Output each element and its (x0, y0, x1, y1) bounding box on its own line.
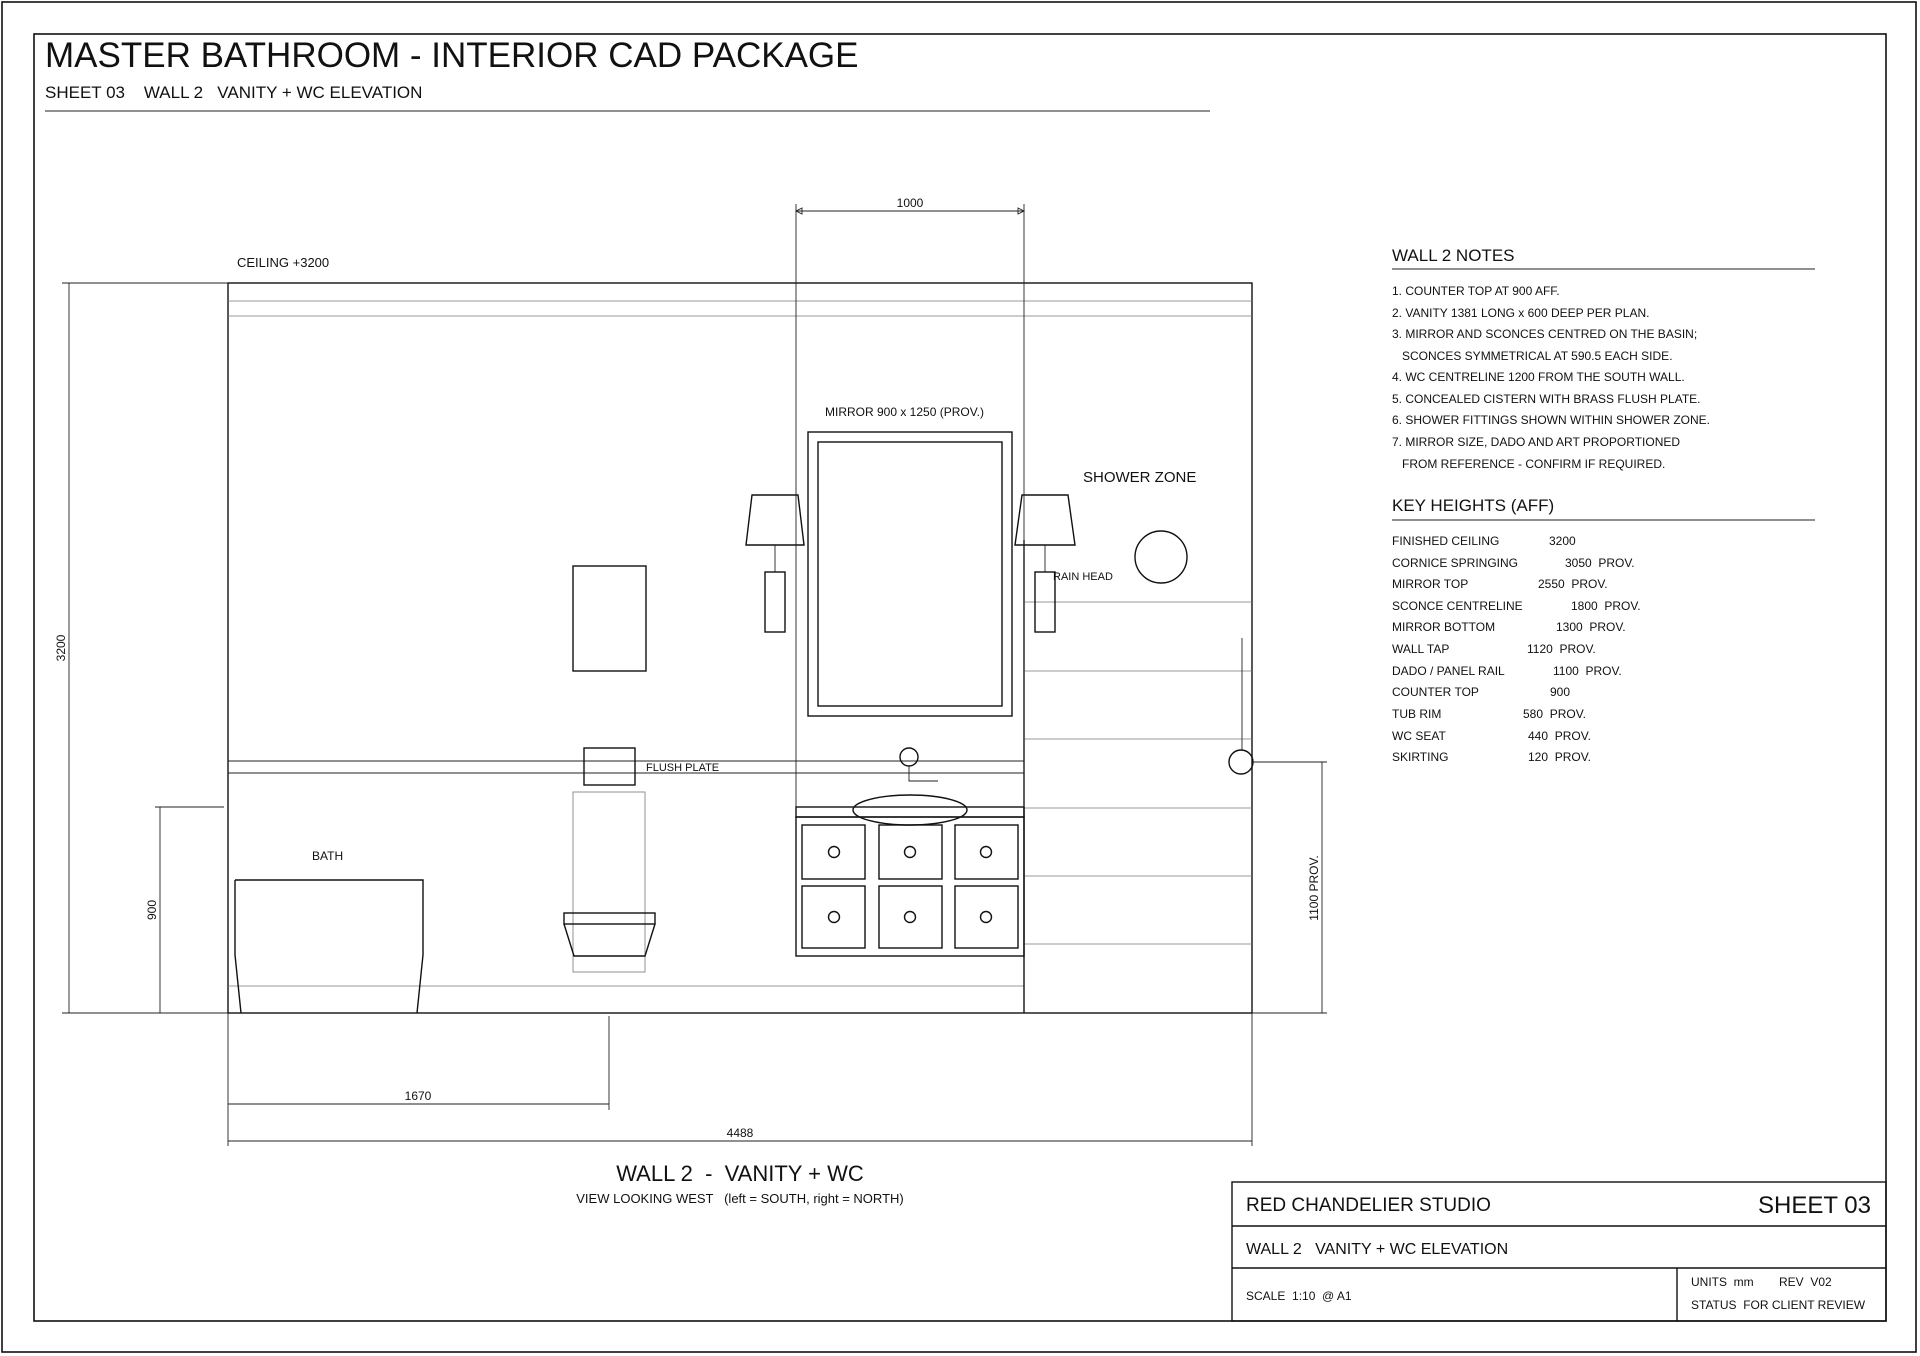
bath-label: BATH (312, 849, 344, 863)
drawer-knob-icon (981, 912, 992, 923)
key-height-label: MIRROR TOP (1392, 577, 1469, 591)
note-line: 4. WC CENTRELINE 1200 FROM THE SOUTH WALL. (1392, 370, 1685, 384)
status-text: STATUS FOR CLIENT REVIEW (1691, 1298, 1866, 1312)
note-line: 6. SHOWER FITTINGS SHOWN WITHIN SHOWER ZONE. (1392, 413, 1710, 427)
key-height-label: FINISHED CEILING (1392, 534, 1500, 548)
key-height-value: 900 (1550, 685, 1571, 699)
key-height-label: DADO / PANEL RAIL (1392, 664, 1505, 678)
vanity-counter (796, 807, 1024, 817)
rev-text: REV V02 (1779, 1275, 1832, 1289)
tap-icon (900, 748, 918, 766)
vanity-drawer (802, 825, 865, 879)
page-title: MASTER BATHROOM - INTERIOR CAD PACKAGE (45, 36, 859, 75)
dim-wc-offset-text: 1670 (404, 1089, 432, 1103)
note-line: 3. MIRROR AND SCONCES CENTRED ON THE BASIN; (1392, 327, 1698, 341)
flush-plate (584, 748, 635, 785)
dim-wall-height (54, 283, 228, 1013)
bathtub (235, 880, 423, 1013)
sconce-backplate (765, 572, 785, 632)
drawing-title: WALL 2 VANITY + WC ELEVATION (1246, 1241, 1509, 1258)
flush-plate-label: FLUSH PLATE (646, 762, 720, 774)
wc-bowl (564, 924, 655, 956)
bathtub-outline (235, 880, 423, 1013)
dim-counter-height-text: 900 (145, 899, 159, 921)
vanity-drawer (879, 886, 942, 948)
key-height-value: 1120 PROV. (1527, 642, 1596, 656)
wc-pan (564, 913, 655, 956)
notes-heading: WALL 2 NOTES (1392, 246, 1515, 265)
dim-wc-offset (228, 1013, 609, 1146)
vanity-unit (796, 748, 1024, 956)
title-block (1232, 1182, 1886, 1321)
key-height-label: COUNTER TOP (1392, 685, 1479, 699)
wall-outline (228, 283, 1252, 1013)
key-height-label: WC SEAT (1392, 729, 1446, 743)
outer-border (2, 2, 1916, 1352)
note-line: 1. COUNTER TOP AT 900 AFF. (1392, 284, 1560, 298)
dim-mirror-width-text: 1000 (896, 196, 924, 210)
mirror-frame (808, 432, 1012, 716)
drawer-knob-icon (905, 847, 916, 858)
vanity-drawer (879, 825, 942, 879)
key-height-value: 1100 PROV. (1553, 664, 1622, 678)
key-height-value: 120 PROV. (1528, 750, 1591, 764)
shower-valve-icon (1229, 750, 1253, 774)
key-height-label: SKIRTING (1392, 750, 1449, 764)
vanity-drawer (802, 886, 865, 948)
key-height-value: 2550 PROV. (1538, 577, 1608, 591)
studio-name: RED CHANDELIER STUDIO (1246, 1195, 1491, 1216)
key-height-value: 3050 PROV. (1565, 556, 1635, 570)
shower-zone-label: SHOWER ZONE (1083, 469, 1197, 486)
dim-wall-length-text: 4488 (726, 1126, 754, 1140)
key-height-label: WALL TAP (1392, 642, 1450, 656)
scale-text: SCALE 1:10 @ A1 (1246, 1289, 1352, 1303)
wall-notes (1392, 246, 1815, 471)
lamp-shade-icon (746, 495, 804, 545)
key-height-label: MIRROR BOTTOM (1392, 620, 1496, 634)
concealed-cistern (573, 792, 645, 972)
sconce-left (746, 495, 804, 632)
key-height-value: 580 PROV. (1523, 707, 1586, 721)
note-line: SCONCES SYMMETRICAL AT 590.5 EACH SIDE. (1392, 349, 1673, 363)
framed-art (573, 566, 646, 671)
units-text: UNITS mm (1691, 1275, 1754, 1289)
wc-seat (564, 913, 655, 924)
drawer-knob-icon (829, 912, 840, 923)
key-height-label: SCONCE CENTRELINE (1392, 599, 1523, 613)
key-heights-heading: KEY HEIGHTS (AFF) (1392, 496, 1555, 515)
page-subtitle: SHEET 03 WALL 2 VANITY + WC ELEVATION (45, 83, 423, 102)
vanity-drawer (955, 825, 1018, 879)
note-line: 7. MIRROR SIZE, DADO AND ART PROPORTIONED (1392, 435, 1681, 449)
rain-head-icon (1135, 531, 1187, 583)
elevation-caption-title: WALL 2 - VANITY + WC (616, 1161, 864, 1186)
key-height-label: TUB RIM (1392, 707, 1442, 721)
drawer-knob-icon (829, 847, 840, 858)
mirror-label: MIRROR 900 x 1250 (PROV.) (825, 405, 984, 419)
vanity-drawer (955, 886, 1018, 948)
note-line: FROM REFERENCE - CONFIRM IF REQUIRED. (1392, 457, 1666, 471)
dim-wall-length (228, 1013, 1252, 1146)
elevation-drawing (54, 196, 1327, 1206)
mirror-glass (818, 442, 1002, 706)
dim-shower-height-text: 1100 PROV. (1307, 855, 1321, 921)
key-height-value: 1800 PROV. (1571, 599, 1641, 613)
key-heights-table (1392, 496, 1815, 764)
tap-spout (909, 766, 938, 781)
key-height-label: CORNICE SPRINGING (1392, 556, 1519, 570)
key-height-value: 1300 PROV. (1556, 620, 1626, 634)
ceiling-label: CEILING +3200 (237, 255, 330, 270)
basin-icon (853, 795, 967, 825)
dim-shower-height (1252, 762, 1327, 1013)
note-line: 2. VANITY 1381 LONG x 600 DEEP PER PLAN. (1392, 306, 1650, 320)
sheet-number: SHEET 03 (1758, 1192, 1871, 1219)
drawer-knob-icon (981, 847, 992, 858)
drawer-knob-icon (905, 912, 916, 923)
rain-head-label: RAIN HEAD (1053, 571, 1113, 583)
key-height-value: 3200 (1549, 534, 1576, 548)
dim-wall-height-text: 3200 (54, 634, 68, 662)
elevation-caption-subtitle: VIEW LOOKING WEST (left = SOUTH, right = NORTH) (576, 1191, 904, 1206)
note-line: 5. CONCEALED CISTERN WITH BRASS FLUSH PLATE. (1392, 392, 1701, 406)
dim-counter-height (145, 807, 224, 1013)
key-height-value: 440 PROV. (1528, 729, 1591, 743)
